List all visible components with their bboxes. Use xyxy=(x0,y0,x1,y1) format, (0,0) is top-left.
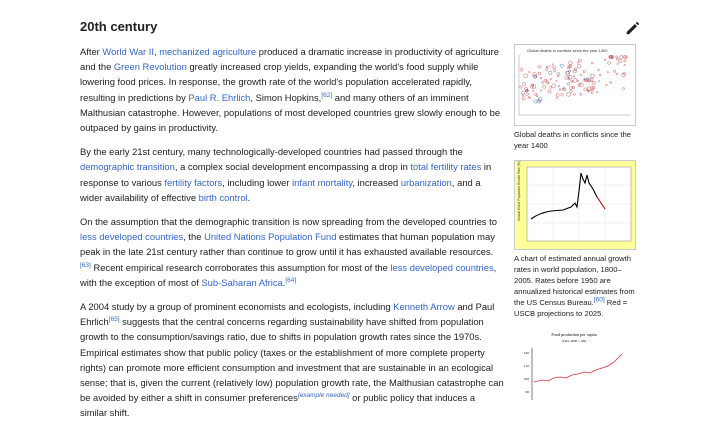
text-run: produced a dramatic increase in productivity of agriculture and the xyxy=(80,46,499,73)
wiki-link[interactable]: Paul R. Ehrlich xyxy=(188,91,251,103)
citation xyxy=(80,262,91,269)
text-run: . xyxy=(247,191,251,203)
text-run: and Paul Ehrlich xyxy=(80,301,495,328)
text-run: , including lower xyxy=(222,176,293,188)
text-run: Recent empirical research corroborates this assumption for most of the xyxy=(90,261,391,273)
food-y-tick: 90 xyxy=(525,390,529,394)
wiki-link[interactable]: total fertility rates xyxy=(410,161,482,173)
text-run: A 2004 study by a group of prominent economists and ecologists, including xyxy=(80,301,394,313)
text-run: On the assumption that the demographic transition is now spreading from the developed countries to xyxy=(80,216,497,228)
wiki-link[interactable]: demographic transition xyxy=(80,161,175,173)
text-run: Red = USCB projections to 2025. xyxy=(514,298,628,318)
citation-link[interactable]: [65] xyxy=(108,316,120,324)
citation xyxy=(109,316,120,323)
text-run: , and a wider availability of effective xyxy=(80,176,481,203)
food-y-tick: 120 xyxy=(523,351,529,355)
citation xyxy=(298,392,350,399)
text-run: , xyxy=(153,46,160,57)
conflict-chart-title: Global deaths in conflicts since the year 1400 xyxy=(527,48,608,53)
wiki-link[interactable]: less developed countries xyxy=(80,231,184,243)
paragraph xyxy=(80,299,504,421)
figure-food-production xyxy=(514,330,636,406)
text-run: , the xyxy=(183,231,205,243)
text-run: , Simon Hopkins, xyxy=(250,91,322,103)
text-run: A chart of estimated annual growth rates in world population, 1800–2005. Rates before 1950 are annualized historical estimates from the US Census Bureau. xyxy=(514,254,635,307)
population-growth-caption xyxy=(514,253,636,319)
edit-section-button[interactable] xyxy=(624,19,642,37)
food-y-tick: 110 xyxy=(523,364,529,368)
text-run: By the early 21st century, many technologically-developed countries had passed through the xyxy=(80,146,463,158)
wiki-link[interactable]: mechanized agriculture xyxy=(159,46,257,57)
wiki-link[interactable]: Sub-Saharan Africa xyxy=(201,276,283,288)
paragraph xyxy=(80,44,504,135)
text-run: greatly increased crop yields, expanding the world's food supply while lowering food prices. In response, the growth rate of the world's population accelerated rapidly, resulting in predictions by xyxy=(80,61,479,103)
growth-chart-ylabel: Annual World Population Growth Rate (%) xyxy=(517,161,521,221)
figure-conflict-deaths xyxy=(514,44,636,151)
text-run: and many others of an imminent Malthusian catastrophe. However, populations of most developed countries grew slowly enough to be outpaced by gains in productivity. xyxy=(80,91,501,134)
wiki-link[interactable]: Green Revolution xyxy=(113,61,187,73)
wiki-link[interactable]: World War II xyxy=(102,46,154,57)
citation-link[interactable]: [62] xyxy=(321,91,333,99)
food-production-thumbnail[interactable] xyxy=(514,330,634,403)
conflict-deaths-thumbnail[interactable] xyxy=(514,44,636,126)
wiki-link[interactable]: less developed countries xyxy=(390,261,494,273)
population-growth-thumbnail[interactable] xyxy=(514,160,636,250)
article-body xyxy=(80,44,504,430)
citation-link[interactable]: [63] xyxy=(80,261,91,269)
text-run: suggests that the central concerns regarding sustainability have shifted from population growth to the consumption/savings ratio, due to shifts in population growth rates since the 1970s. Empirical estimates show that public policy (taxes or the establishment of more complete property rights) can promote more efficient consumption and investment that are sustainable in an ecological sense; that is, given the current (relatively low) population growth rate, the Malthusian catastrophe can be avoided by either a shift in consumer preferences xyxy=(80,316,504,404)
text-run: estimates that human population may peak in the late 21st century rather than continue to grow until it has exhausted available resources. xyxy=(80,231,495,258)
text-run: . xyxy=(282,276,286,288)
wiki-link[interactable]: urbanization xyxy=(400,176,452,188)
figure-population-growth xyxy=(514,160,636,319)
text-run: , increased xyxy=(352,176,401,188)
food-y-tick: 100 xyxy=(523,377,529,381)
text-run: , a complex social development encompassing a drop in xyxy=(174,161,411,173)
citation-link[interactable]: [example needed] xyxy=(297,392,350,400)
wiki-link[interactable]: United Nations Population Fund xyxy=(204,231,337,243)
citation xyxy=(594,296,605,303)
wiki-link[interactable]: infant mortality xyxy=(292,176,353,188)
text-run: in response to various xyxy=(80,161,492,188)
pencil-icon xyxy=(624,19,642,37)
paragraph xyxy=(80,144,504,205)
conflict-deaths-caption: Global deaths in conflicts since the year 1400 xyxy=(514,130,631,150)
section-heading: 20th century xyxy=(80,19,158,34)
text-run: or public policy that induces a similar shift. xyxy=(80,392,476,419)
wiki-link[interactable]: birth control xyxy=(198,191,248,203)
text-run: , with the exception of most of xyxy=(80,261,497,288)
citation-link[interactable]: [60] xyxy=(593,296,605,304)
wiki-link[interactable]: fertility factors xyxy=(164,176,223,188)
citation xyxy=(285,277,296,284)
food-chart-title: Food production per capita xyxy=(551,332,597,337)
paragraph xyxy=(80,214,504,290)
text-run: After xyxy=(80,46,103,57)
citation xyxy=(321,91,332,98)
citation-link[interactable]: [64] xyxy=(285,276,297,284)
food-chart-subtitle: (1961–2006 = 100) xyxy=(561,339,587,343)
wiki-link[interactable]: Kenneth Arrow xyxy=(393,301,455,313)
